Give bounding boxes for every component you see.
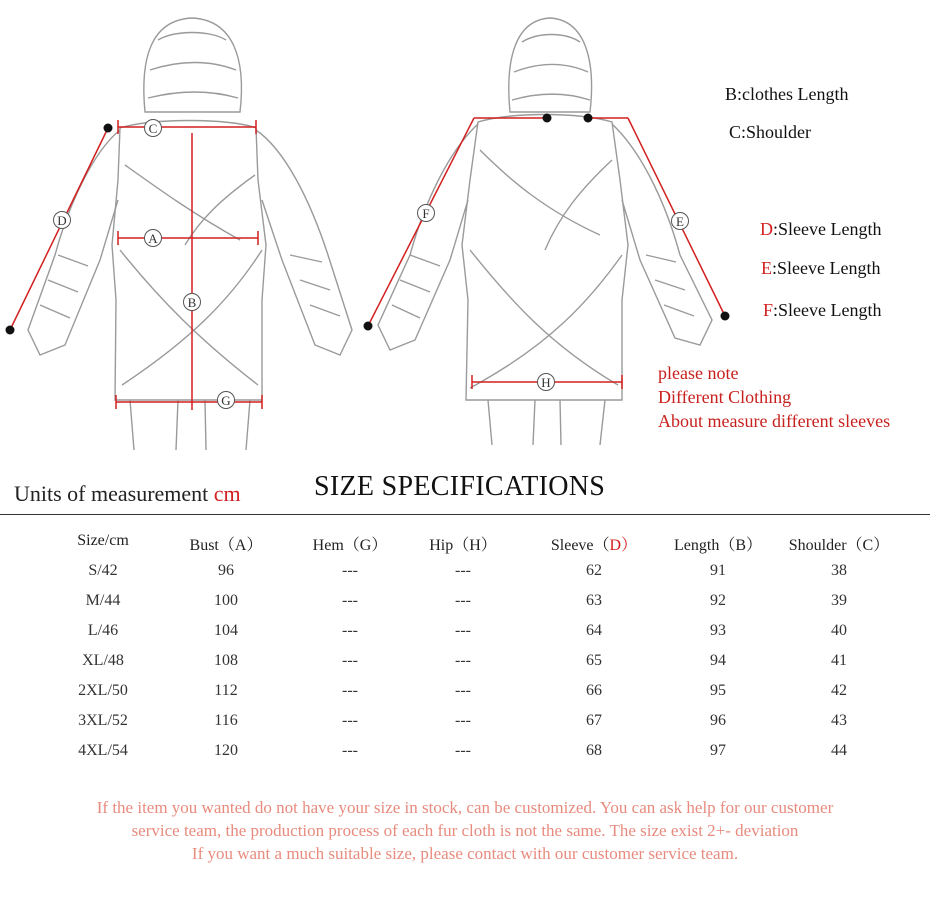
header-text: Sleeve（ (550, 537, 610, 554)
table-body (38, 562, 930, 772)
table-cell: --- (455, 682, 471, 699)
svg-text:B: B (187, 295, 197, 310)
table-cell: 91 (710, 562, 726, 579)
table-cell: 92 (710, 592, 726, 609)
units-label: Units of measurement (14, 481, 214, 506)
legend-e-key: E (761, 258, 772, 278)
table-header-cell (551, 532, 637, 555)
marker-e (672, 213, 689, 230)
units-of-measurement (14, 481, 241, 507)
table-cell: 95 (710, 682, 726, 699)
legend-d-key: D (760, 219, 773, 239)
header-text: Hip（ (429, 537, 470, 554)
table-row (38, 592, 930, 622)
table-header-cell (77, 532, 129, 550)
legend-d (760, 219, 881, 240)
table-row (38, 562, 930, 592)
legend-e-text: :Sleeve Length (772, 258, 881, 278)
footer-line-2: service team, the production process of each fur cloth is not the same. The size exist 2+- deviation (131, 821, 799, 840)
table-cell: --- (342, 562, 358, 579)
table-row (38, 682, 930, 712)
table-cell: XL/48 (82, 652, 124, 669)
table-cell: --- (342, 682, 358, 699)
table-cell: 42 (831, 682, 847, 699)
table-cell: 62 (586, 562, 602, 579)
table-row (38, 622, 930, 652)
footer-line-1: If the item you wanted do not have your size in stock, can be customized. You can ask help for our customer (96, 798, 834, 817)
marker-d (54, 212, 71, 229)
table-cell: --- (342, 592, 358, 609)
table-cell: L/46 (87, 622, 119, 639)
table-cell: --- (455, 742, 471, 759)
header-text: Length（ (673, 537, 736, 554)
table-cell: 97 (710, 742, 726, 759)
table-cell: 66 (586, 682, 602, 699)
table-cell: 112 (214, 682, 238, 699)
legend-f-key: F (763, 300, 774, 320)
header-key: B (735, 537, 746, 554)
front-measure-lines (10, 120, 262, 410)
table-cell: --- (455, 592, 471, 609)
table-cell: --- (342, 622, 358, 639)
table-cell: 100 (214, 592, 238, 609)
table-cell: 43 (831, 712, 847, 729)
front-coat-sketch (28, 18, 352, 450)
header-text: Shoulder（ (788, 537, 863, 554)
table-cell: 68 (586, 742, 602, 759)
legend-b: B:clothes Length (725, 84, 849, 104)
legend-e (761, 258, 880, 279)
footer-note (0, 796, 930, 865)
table-header-cell (674, 532, 762, 555)
table-cell: 94 (710, 652, 726, 669)
svg-text:F: F (422, 206, 430, 221)
header-close: ） (246, 537, 263, 554)
table-cell: 2XL/50 (78, 682, 128, 699)
svg-text:G: G (221, 393, 231, 408)
table-cell: 120 (214, 742, 238, 759)
table-cell: 116 (214, 712, 238, 729)
svg-text:A: A (148, 231, 158, 246)
table-header-cell (429, 532, 497, 555)
table-cell: 96 (710, 712, 726, 729)
table-cell: --- (455, 712, 471, 729)
back-measure-lines (368, 118, 725, 389)
table-cell: S/42 (88, 562, 118, 579)
header-key: H (469, 537, 481, 554)
note-line-1: please note (658, 363, 739, 383)
legend-d-text: :Sleeve Length (773, 219, 882, 239)
marker-h (538, 374, 555, 391)
table-cell: --- (342, 742, 358, 759)
table-cell: 65 (586, 652, 602, 669)
marker-a (145, 230, 162, 247)
legend-c: C:Shoulder (729, 122, 812, 142)
size-table (38, 532, 930, 772)
table-cell: 39 (831, 592, 847, 609)
table-cell: 104 (214, 622, 238, 639)
header-key: A (234, 537, 247, 554)
table-cell: 3XL/52 (78, 712, 128, 729)
table-cell: --- (342, 712, 358, 729)
table-cell: 108 (214, 652, 238, 669)
svg-text:C: C (148, 121, 158, 136)
table-cell: --- (342, 652, 358, 669)
table-header-cell (789, 532, 889, 555)
header-text: Bust（ (189, 537, 235, 554)
table-cell: 4XL/54 (78, 742, 128, 759)
marker-b (184, 294, 201, 311)
table-cell: 63 (586, 592, 602, 609)
table-cell: 93 (710, 622, 726, 639)
header-close: ） (480, 537, 497, 554)
table-row (38, 742, 930, 772)
table-cell: 38 (831, 562, 847, 579)
svg-text:E: E (676, 214, 684, 229)
note-line-3: About measure different sleeves (658, 411, 891, 431)
table-header-cell (190, 532, 263, 555)
table-cell: --- (455, 622, 471, 639)
table-header-cell (313, 532, 388, 555)
marker-g (218, 392, 235, 409)
table-cell: 40 (831, 622, 847, 639)
marker-f (418, 205, 435, 222)
table-header-row (38, 532, 930, 562)
table-cell: 64 (586, 622, 602, 639)
table-cell: 44 (831, 742, 847, 759)
table-row (38, 652, 930, 682)
table-cell: 96 (218, 562, 234, 579)
units-unit: cm (213, 481, 241, 506)
header-key: G (359, 537, 372, 554)
header-close: ） (745, 537, 763, 554)
table-cell: --- (455, 652, 471, 669)
header-text: Hem（ (312, 537, 360, 554)
header-key: D (609, 537, 622, 554)
header-text: Size/cm (77, 532, 129, 549)
table-cell: 41 (831, 652, 847, 669)
header-close: ） (621, 537, 638, 554)
table-cell: --- (455, 562, 471, 579)
page-title: SIZE SPECIFICATIONS (314, 471, 606, 502)
table-cell: 67 (586, 712, 602, 729)
marker-c (145, 120, 162, 137)
legend-f-text: :Sleeve Length (773, 300, 882, 320)
note-line-2: Different Clothing (658, 387, 792, 407)
legend-f (763, 300, 881, 321)
svg-text:H: H (541, 375, 551, 390)
table-cell: M/44 (85, 592, 121, 609)
divider (0, 514, 930, 515)
svg-text:D: D (57, 213, 67, 228)
header-close: ） (371, 537, 388, 554)
header-key: C (862, 537, 874, 554)
table-row (38, 712, 930, 742)
footer-line-3: If you want a much suitable size, please contact with our customer service team. (191, 844, 739, 863)
header-close: ） (873, 537, 890, 554)
